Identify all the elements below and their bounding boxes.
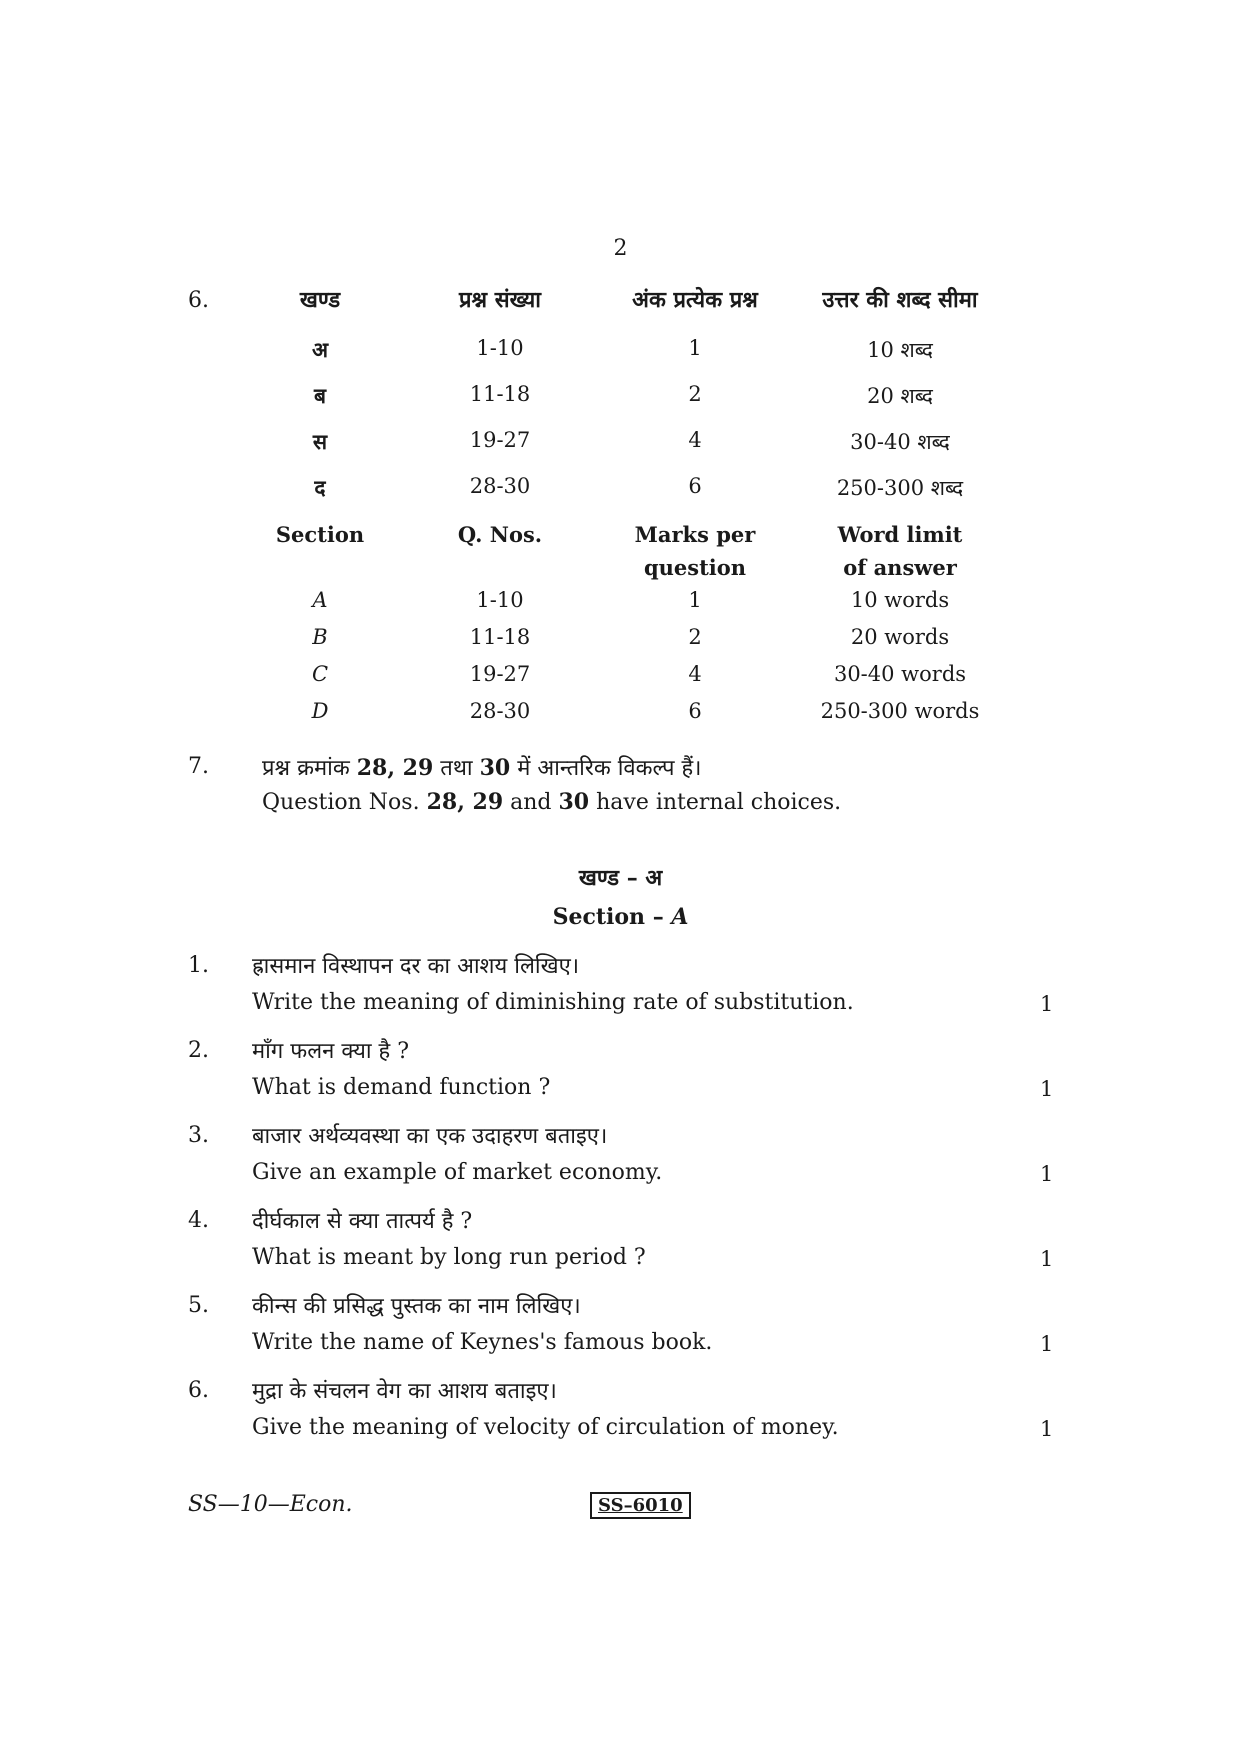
cell-wordlimit: 10 words	[850, 588, 950, 612]
question-number: 1.	[188, 953, 209, 978]
instruction-7-english-text: have internal choices.	[589, 790, 842, 815]
cell-wordlimit: 20 शब्द	[867, 384, 933, 408]
hindi-header-qnos: प्रश्न संख्या	[459, 287, 541, 313]
instruction-7-english-qnum: 30	[558, 789, 590, 815]
question-number: 2.	[188, 1038, 209, 1063]
cell-section: D	[311, 699, 329, 723]
question-marks: 1	[1040, 1247, 1054, 1271]
section-title-english-prefix: Section –	[552, 904, 672, 930]
cell-wordlimit: 10 शब्द	[867, 338, 933, 362]
english-header-section: Section	[275, 522, 365, 547]
instruction-7-hindi-qnum: 30	[479, 755, 511, 781]
cell-qnos: 28-30	[469, 474, 531, 498]
question-english: What is meant by long run period ?	[252, 1245, 646, 1270]
cell-wordlimit: 250-300 शब्द	[836, 476, 964, 500]
footer-series-code: SS–6010	[590, 1492, 691, 1519]
question-english: Give an example of market economy.	[252, 1160, 663, 1185]
instruction-7-english-qnums: 28, 29	[426, 789, 504, 815]
cell-section: द	[314, 475, 326, 500]
question-number: 6.	[188, 1378, 209, 1403]
table-row	[230, 336, 1000, 382]
question-marks: 1	[1040, 1162, 1054, 1186]
section-title-english-letter: A	[671, 904, 689, 930]
instruction-7-hindi-text: प्रश्न क्रमांक	[262, 756, 357, 781]
question-marks: 1	[1040, 1417, 1054, 1441]
cell-section: C	[311, 662, 329, 686]
hindi-table-header	[230, 284, 1000, 336]
section-title-english	[0, 904, 1241, 930]
cell-marks: 6	[688, 699, 702, 723]
cell-wordlimit: 250-300 words	[820, 699, 980, 723]
marks-table-hindi	[230, 284, 1000, 520]
question-hindi: ह्रासमान विस्थापन दर का आशय लिखिए।	[252, 954, 580, 979]
cell-section: B	[312, 625, 328, 649]
cell-qnos: 19-27	[469, 428, 531, 452]
table-row	[230, 699, 1000, 736]
question-hindi: बाजार अर्थव्यवस्था का एक उदाहरण बताइए।	[252, 1124, 608, 1149]
table-row	[230, 428, 1000, 474]
question-hindi: दीर्घकाल से क्या तात्पर्य है ?	[252, 1209, 473, 1234]
question-hindi: मुद्रा के संचलन वेग का आशय बताइए।	[252, 1379, 557, 1404]
cell-marks: 2	[688, 382, 702, 406]
cell-marks: 2	[688, 625, 702, 649]
question-english: Give the meaning of velocity of circulation of money.	[252, 1415, 839, 1440]
cell-wordlimit: 30-40 शब्द	[850, 430, 950, 454]
question-english: What is demand function ?	[252, 1075, 551, 1100]
cell-qnos: 19-27	[469, 662, 531, 686]
cell-marks: 4	[688, 662, 702, 686]
english-header-marks: Marks per question	[634, 522, 756, 580]
instruction-7-hindi	[262, 752, 702, 782]
cell-qnos: 11-18	[469, 382, 531, 406]
instruction-7-english-text: Question Nos.	[262, 790, 427, 815]
table-row	[230, 382, 1000, 428]
cell-qnos: 1-10	[476, 588, 524, 612]
instruction-7-english-text: and	[503, 790, 559, 815]
instruction-7-english	[262, 789, 841, 815]
english-header-wordlimit: Word limit of answer	[837, 522, 963, 580]
question-marks: 1	[1040, 1077, 1054, 1101]
cell-wordlimit: 20 words	[850, 625, 950, 649]
english-header-qnos: Q. Nos.	[457, 522, 543, 547]
table-row	[230, 662, 1000, 699]
hindi-header-marks: अंक प्रत्येक प्रश्न	[632, 287, 758, 313]
cell-marks: 6	[688, 474, 702, 498]
question-marks: 1	[1040, 1332, 1054, 1356]
table-row	[230, 474, 1000, 520]
question-number: 5.	[188, 1293, 209, 1318]
cell-qnos: 11-18	[469, 625, 531, 649]
cell-qnos: 1-10	[476, 336, 524, 360]
cell-section: स	[312, 429, 328, 454]
question-marks: 1	[1040, 992, 1054, 1016]
footer-paper-code: SS—10—Econ.	[188, 1492, 353, 1517]
cell-section: अ	[311, 337, 329, 362]
section-title-hindi: खण्ड – अ	[578, 865, 663, 891]
page-number: 2	[613, 236, 628, 261]
table-row	[230, 625, 1000, 662]
instruction-7-hindi-text: में आन्तरिक विकल्प हैं।	[510, 756, 702, 781]
question-english: Write the meaning of diminishing rate of substitution.	[252, 990, 854, 1015]
cell-qnos: 28-30	[469, 699, 531, 723]
cell-marks: 1	[688, 588, 702, 612]
instruction-7-hindi-qnums: 28, 29	[356, 755, 434, 781]
cell-section: A	[312, 588, 328, 612]
instruction-7-hindi-text: तथा	[433, 756, 480, 781]
table-row	[230, 588, 1000, 625]
cell-section: ब	[314, 383, 326, 408]
hindi-header-wordlimit: उत्तर की शब्द सीमा	[822, 287, 978, 313]
cell-marks: 1	[688, 336, 702, 360]
hindi-header-section: खण्ड	[299, 287, 341, 313]
cell-wordlimit: 30-40 words	[833, 662, 967, 686]
english-table-header	[230, 518, 1000, 588]
marks-table-english	[230, 518, 1000, 736]
cell-marks: 4	[688, 428, 702, 452]
question-hindi: कीन्स की प्रसिद्ध पुस्तक का नाम लिखिए।	[252, 1294, 581, 1319]
question-number: 3.	[188, 1123, 209, 1148]
question-number: 4.	[188, 1208, 209, 1233]
question-hindi: माँग फलन क्या है ?	[252, 1039, 410, 1064]
question-english: Write the name of Keynes's famous book.	[252, 1330, 713, 1355]
instruction-7-number: 7.	[188, 754, 209, 779]
instruction-6-number: 6.	[188, 288, 209, 313]
